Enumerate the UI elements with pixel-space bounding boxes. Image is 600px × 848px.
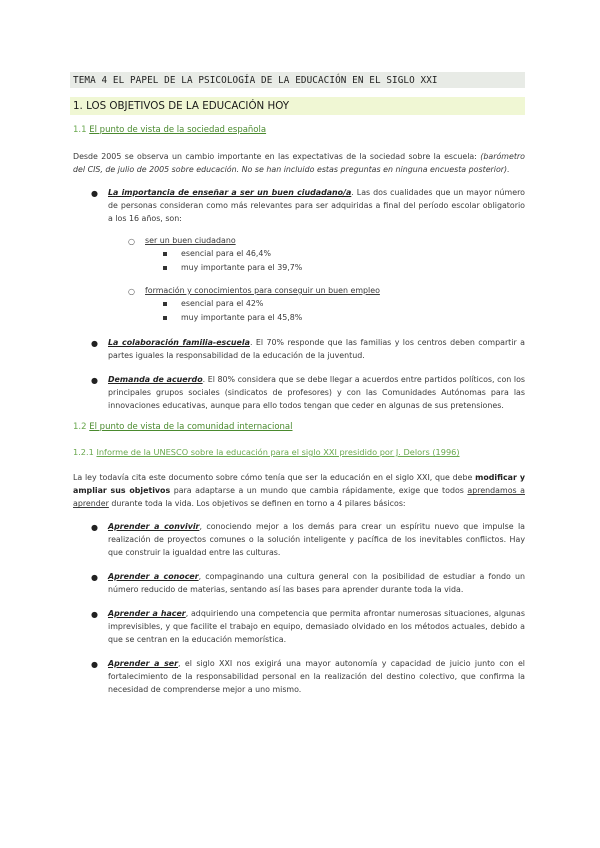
subsection-1-2-heading	[73, 422, 293, 432]
section-1-heading: 1. LOS OBJETIVOS DE LA EDUCACIÓN HOY	[73, 100, 290, 112]
bullet-icon: ●	[91, 339, 98, 348]
stat-item: muy importante para el 45,8%	[181, 313, 303, 322]
bullet-icon: ●	[91, 189, 98, 198]
square-bullet-icon	[163, 252, 167, 256]
bullet-icon: ●	[91, 376, 98, 385]
list-item-text: . El 80% considera que se debe llegar a acuerdos entre partidos políticos, con los principales grupos sociales (sindicatos de profesores) y con las Comunidades Autónomas para las innovaciones educativas, aunque para ello todos tengan que ceder en algunas de sus pretensiones.	[108, 375, 526, 411]
stat-item: esencial para el 46,4%	[181, 249, 271, 258]
subsection-number: 1.1	[73, 125, 87, 135]
bullet-icon: ●	[91, 523, 98, 532]
sublist-label: ser un buen ciudadano	[145, 236, 236, 245]
stat-item: muy importante para el 39,7%	[181, 263, 303, 272]
subsection-1-1-heading	[73, 125, 266, 135]
stat-item: esencial para el 42%	[181, 299, 264, 308]
square-bullet-icon	[163, 316, 167, 320]
list-item-lead: La importancia de enseñar a ser un buen ciudadano/a	[108, 188, 352, 197]
subsection-title: Informe de la UNESCO sobre la educación para el siglo XXI presidido por J. Delors (1996)	[96, 447, 460, 457]
section-1-heading-bar	[70, 97, 525, 115]
intro-italic-b: del CIS, de julio de 2005 sobre educación. No se han incluido estas preguntas en ninguna encuesta posterior).	[73, 165, 510, 175]
square-bullet-icon	[163, 302, 167, 306]
list-item-text: . El 70% responde que las familias y los centros deben compartir a partes iguales la responsabilidad de la educación de la juventud.	[108, 338, 525, 361]
pillar-lead: Aprender a conocer	[108, 572, 199, 581]
pillar-text: , conociendo mejor a los demás para crear un espíritu nuevo que impulse la realización de proyectos comunes o la solución inteligente y pacífica de los inevitables conflictos. Hay que construir la igualdad entre las culturas.	[108, 522, 525, 558]
pillar-ser	[108, 657, 525, 697]
intro-text: Desde 2005 se observa un cambio importante en las expectativas de la sociedad sobre la escuela:	[73, 152, 477, 161]
para-text: durante toda la vida. Los objetivos se definen en torno a 4 pilares básicos:	[108, 499, 406, 509]
sublist-item-ciudadano	[145, 236, 236, 245]
sublist-label: formación y conocimientos para conseguir un buen empleo	[145, 286, 380, 295]
pillar-text: , compaginando una cultura general con la posibilidad de estudiar a fondo un número reducido de materias, sentando así las bases para aprender durante toda la vida.	[108, 572, 525, 595]
circle-bullet-icon: ○	[128, 237, 135, 246]
intro-italic-a: (barómetro	[480, 152, 525, 161]
pillar-lead: Aprender a convivir	[108, 522, 200, 531]
bullet-icon: ●	[91, 573, 98, 582]
list-item-ciudadano	[108, 186, 525, 226]
circle-bullet-icon: ○	[128, 287, 135, 296]
list-item-lead: La colaboración familia-escuela	[108, 338, 250, 347]
page-title: TEMA 4 EL PAPEL DE LA PSICOLOGÍA DE LA EDUCACIÓN EN EL SIGLO XXI	[73, 74, 438, 86]
square-bullet-icon	[163, 266, 167, 270]
list-item-acuerdo	[108, 373, 525, 413]
list-item-text: . Las dos cualidades que un mayor número de personas consideran como más relevantes para ser adquiridas a final del período escolar obligatorio a los 16 años, son:	[108, 188, 525, 224]
subsection-1-2-1-heading	[73, 447, 460, 457]
para-text: para adaptarse a un mundo que cambia rápidamente, exige que todos	[170, 486, 468, 496]
intro-paragraph	[73, 150, 525, 176]
pillar-lead: Aprender a ser	[108, 659, 179, 668]
sublist-item-empleo	[145, 286, 380, 295]
subsection-title: El punto de vista de la sociedad española	[89, 125, 267, 135]
para-underline: aprendamos a aprender	[73, 486, 525, 509]
pillar-lead: Aprender a hacer	[108, 609, 186, 618]
bullet-icon: ●	[91, 660, 98, 669]
list-item-lead: Demanda de acuerdo	[108, 375, 203, 384]
para-bold: modificar y ampliar sus objetivos	[73, 473, 525, 496]
page-title-bar	[70, 72, 525, 88]
pillar-text: , adquiriendo una competencia que permita afrontar numerosas situaciones, algunas imprevisibles, y que facilite el trabajo en equipo, demasiado olvidado en los métodos actuales, debido a que se centran en la educación memorística.	[108, 609, 525, 645]
pillar-conocer	[108, 570, 525, 596]
pillar-text: , el siglo XXI nos exigirá una mayor autonomía y capacidad de juicio junto con el fortalecimiento de la responsabilidad personal en la realización del destino colectivo, que confirma la necesidad de comprenderse mejor a uno mismo.	[108, 659, 525, 695]
unesco-paragraph	[73, 471, 525, 511]
pillar-convivir	[108, 520, 525, 560]
bullet-icon: ●	[91, 610, 98, 619]
para-text: La ley todavía cita este documento sobre cómo tenía que ser la educación en el siglo XXI, que debe	[73, 473, 476, 482]
subsection-number: 1.2	[73, 422, 87, 432]
subsection-title: El punto de vista de la comunidad internacional	[89, 422, 293, 432]
pillar-hacer	[108, 607, 525, 647]
list-item-familia	[108, 336, 525, 362]
subsection-number: 1.2.1	[73, 447, 94, 457]
